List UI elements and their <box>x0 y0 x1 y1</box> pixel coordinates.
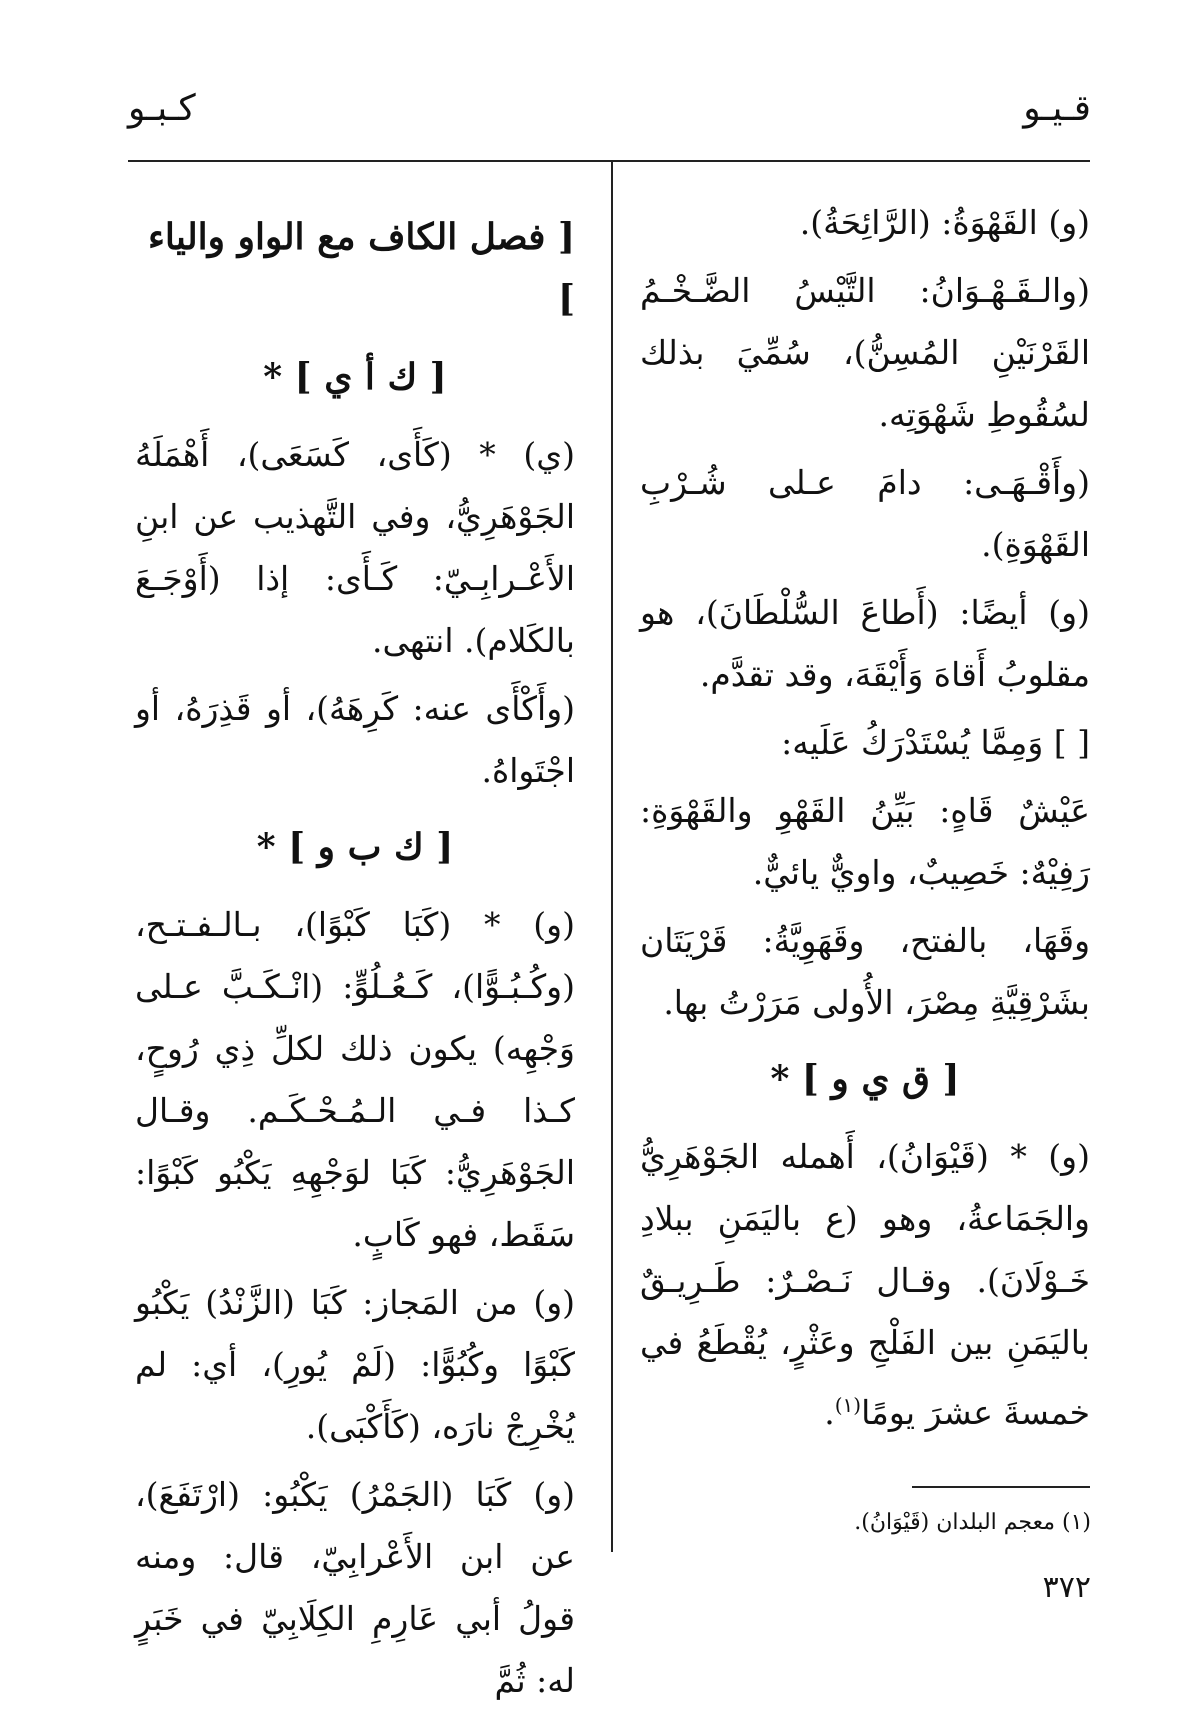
root-heading-qyw: [ ق ي و ] * <box>770 1058 960 1100</box>
section-heading: [ فصل الكاف مع الواو والياء ] <box>147 216 575 320</box>
entry-text: (و) * (قَيْوَانُ)، أَهمله الجَوْهَرِيُّ والجَمَاعةُ، وهو (ع باليَمَنِ ببلادِ خَـوْلَانَ). وقـال نَـصْـرٌ: طَـرِيـقٌ باليَمَنِ بين الفَلْجِ وعَثْرٍ، يُقْطَعُ في خمسةَ عشرَ يومًا <box>640 1137 1090 1432</box>
entry-paragraph: عَيْشٌ قَاهٍ: بَيِّنُ القَهْوِ والقَهْوَةِ: رَفِيْهٌ: خَصِيبٌ، واويٌّ يائيٌّ. <box>640 791 1090 892</box>
entry-paragraph: (و) القَهْوَةُ: (الرَّائِحَةُ). <box>799 203 1090 242</box>
footnote-rule <box>912 1486 1090 1488</box>
entry-paragraph: [ ] وَمِمَّا يُسْتَدْرَكُ عَلَيه: <box>781 723 1090 762</box>
entry-paragraph: (ي) * (كَأَى، كَسَعَى)، أَهْمَلَهُ الجَوْهَرِيُّ، وفي التَّهذيب عن ابنِ الأَعْـرابِـيّ: كَـأَى: إذا (أَوْجَـعَ بالكَلام). انتهى. <box>135 435 575 660</box>
entry-paragraph: (والـقَـهْـوَانُ: التَّيْسُ الضَّـخْـمُ القَرْنَيْنِ المُسِنُّ)، سُمِّيَ بذلك لسُقُوطِ شَهْوَتِه. <box>640 271 1090 434</box>
running-header-left: كـبـو <box>128 88 196 129</box>
entry-paragraph: (و) من المَجاز: كَبَا (الزَّنْدُ) يَكْبُو كَبْوًا وكُبُوًّا: (لَمْ يُورِ)، أي: لم يُخْرِجْ نارَه، (كَأَكْبَى). <box>135 1283 575 1446</box>
root-heading-kay: [ ك أ ي ] * <box>263 356 447 398</box>
entry-paragraph: وقَهَا، بالفتح، وقَهَوِيَّةُ: قَرْيَتَان بشَرْقِيَّةِ مِصْرَ، الأُولى مَرَرْتُ بها. <box>640 921 1090 1022</box>
header-rule <box>128 160 1090 162</box>
entry-paragraph: (وأَقْـهَـى: دامَ عـلى شُـرْبِ القَهْوَةِ). <box>640 463 1090 564</box>
entry-paragraph: (و) * (كَبَا كَبْوًا)، بـالـفـتـح، (وكُـبُـوًّا)، كَـعُـلُوٍّ: (انْـكَـبَّ عـلى وَجْهِه) يكون ذلك لكلِّ ذِي رُوحٍ، كـذا فـي الـمُـحْـكَـم. وقـال الجَوْهَرِيُّ: كَبَا لوَجْهِهِ يَكْبُو كَبْوًا: سَقَط، فهو كَابٍ. <box>135 905 575 1254</box>
right-column <box>640 192 1090 1450</box>
entry-paragraph: (و) أيضًا: (أَطاعَ السُّلْطَانَ)، هو مقلوبُ أَقاهَ وَأَيْقَهَ، وقد تقدَّم. <box>640 593 1090 694</box>
running-header-right: قـيـو <box>1023 88 1091 129</box>
footnote-marker[interactable]: (١) <box>834 1393 862 1417</box>
left-column <box>135 192 575 1718</box>
footnote: (١) معجم البلدان (قَيْوَانُ). <box>854 1510 1091 1535</box>
column-divider <box>611 160 613 1552</box>
page-number: ٣٧٢ <box>1042 1570 1091 1605</box>
entry-paragraph: (وأَكْأَى عنه: كَرِهَهُ)، أو قَذِرَهُ، أو اجْتَواهُ. <box>135 689 575 790</box>
entry-text-end: . <box>824 1393 835 1432</box>
entry-paragraph <box>640 1126 1090 1444</box>
entry-paragraph: (و) كَبَا (الجَمْرُ) يَكْبُو: (ارْتَفَعَ)، عن ابن الأَعْرابِيّ، قال: ومنه قولُ أبي عَارِمِ الكِلَابِيّ في خَبَرٍ له: ثُمَّ <box>135 1475 575 1700</box>
root-heading-kbw: [ ك ب و ] * <box>256 826 454 868</box>
